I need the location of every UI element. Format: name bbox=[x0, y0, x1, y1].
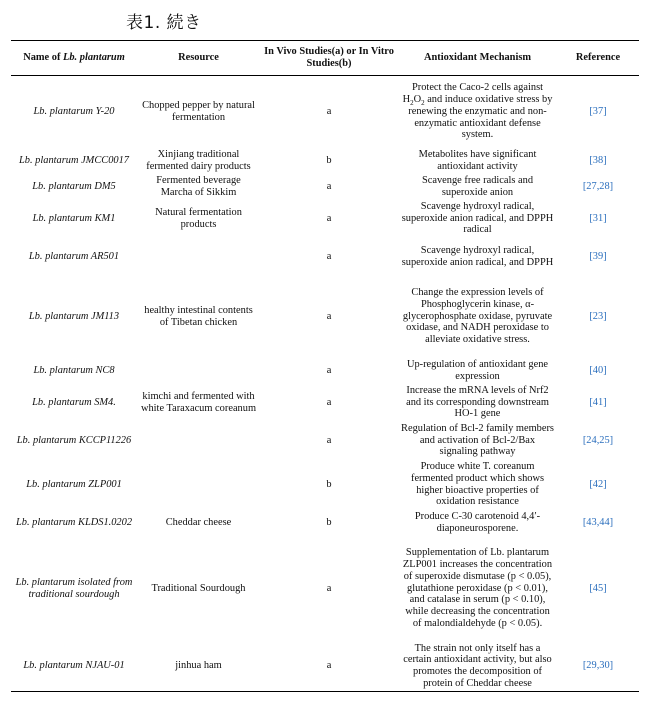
strain-name: Lb. plantarum NJAU-01 bbox=[23, 660, 125, 672]
strain-name: Lb. plantarum isolated from traditional sourdough bbox=[15, 576, 133, 600]
reference-link[interactable]: [29,30] bbox=[582, 660, 614, 672]
study-cell: a bbox=[326, 396, 332, 408]
mechanism-cell: Produce C-30 carotenoid 4,4′-diaponeurosporene. bbox=[414, 510, 541, 534]
strain-name: Lb. plantarum JMCC0017 bbox=[19, 154, 129, 166]
reference-link[interactable]: [41] bbox=[589, 396, 607, 408]
table-row bbox=[11, 174, 639, 200]
resource-cell: jinhua ham bbox=[175, 660, 222, 672]
strain-name: Lb. plantarum ZLP001 bbox=[26, 478, 122, 490]
reference-link[interactable]: [38] bbox=[589, 154, 607, 166]
study-cell: b bbox=[326, 154, 332, 166]
header-study: In Vivo Studies(a) or In Vitro Studies(b) bbox=[264, 46, 394, 69]
antioxidant-table bbox=[11, 40, 639, 692]
mechanism-cell: Protect the Caco-2 cells against $H_2O_2$ and induce oxidative stress by renewing the enzymatic and non-enzymatic antioxidant defense system. bbox=[402, 82, 553, 141]
resource-cell: Cheddar cheese bbox=[165, 516, 232, 528]
mechanism-cell: Produce white T. coreanum fermented product which shows higher bioactive properties of oxidation resistance bbox=[410, 460, 545, 508]
reference-link[interactable]: [39] bbox=[589, 250, 607, 262]
strain-name: Lb. plantarum DM5 bbox=[32, 180, 116, 192]
strain-name: Lb. plantarum KLDS1.0202 bbox=[15, 516, 133, 528]
strain-name: Lb. plantarum Y-20 bbox=[33, 105, 115, 117]
mechanism-cell: Metabolites have significant antioxidant activity bbox=[418, 148, 537, 172]
resource-cell: Xinjiang traditional fermented dairy products bbox=[146, 148, 251, 172]
table-row bbox=[11, 536, 639, 642]
study-cell: a bbox=[326, 582, 332, 594]
strain-name: Lb. plantarum NC8 bbox=[33, 364, 115, 376]
resource-cell bbox=[137, 460, 260, 510]
study-cell: a bbox=[326, 364, 332, 376]
study-cell: b bbox=[326, 516, 332, 528]
reference-link[interactable]: [31] bbox=[589, 212, 607, 224]
mechanism-cell: Up-regulation of antioxidant gene expression bbox=[406, 358, 549, 382]
reference-link[interactable]: [45] bbox=[589, 582, 607, 594]
study-cell: a bbox=[326, 105, 332, 117]
mechanism-cell: The strain not only itself has a certain antioxidant activity, but also promotes the decomposition of protein of Cheddar cheese bbox=[403, 642, 552, 690]
strain-name: Lb. plantarum KCCP11226 bbox=[16, 434, 132, 446]
table-row bbox=[11, 148, 639, 174]
mechanism-cell: Regulation of Bcl-2 family members and activation of Bcl-2/Bax signaling pathway bbox=[401, 422, 554, 458]
header-mechanism: Antioxidant Mechanism bbox=[423, 52, 532, 64]
table-row bbox=[11, 200, 639, 238]
mechanism-cell: Increase the mRNA levels of Nrf2 and its corresponding downstream HO-1 gene bbox=[406, 384, 549, 420]
table-header-row bbox=[11, 41, 639, 76]
resource-cell: kimchi and fermented with white Taraxacum coreanum bbox=[140, 390, 257, 414]
table-row bbox=[11, 76, 639, 148]
table-row bbox=[11, 238, 639, 276]
strain-name: Lb. plantarum KM1 bbox=[32, 212, 116, 224]
resource-cell: healthy intestinal contents of Tibetan chicken bbox=[144, 304, 253, 328]
resource-cell: Natural fermentation products bbox=[155, 206, 242, 230]
header-name: Name of Lb. plantarum bbox=[23, 52, 125, 64]
table-caption: 表1. 続き bbox=[126, 13, 202, 33]
resource-cell bbox=[137, 422, 260, 460]
mechanism-cell: Change the expression levels of Phosphoglycerin kinase, α-glycerophosphate oxidase, pyruvate oxidase, and NADH peroxidase to alleviate oxidative stress. bbox=[402, 287, 553, 346]
table-row bbox=[11, 510, 639, 536]
reference-link[interactable]: [24,25] bbox=[582, 434, 614, 446]
mechanism-cell: Scavenge hydroxyl radical, superoxide anion radical, and DPPH radical bbox=[401, 200, 554, 236]
study-cell: a bbox=[326, 310, 332, 322]
mechanism-cell: Supplementation of Lb. plantarum ZLP001 increases the concentration of superoxide dismutase (p < 0.05), glutathione peroxidase (p < 0.01), and catalase in serum (p < 0.10), while decreasing the concentration of malondialdehyde (p < 0.05). bbox=[402, 547, 553, 629]
strain-name: Lb. plantarum SM4. bbox=[32, 396, 116, 408]
study-cell: b bbox=[326, 478, 332, 490]
resource-cell: Fermented beverage Marcha of Sikkim bbox=[156, 174, 241, 198]
reference-link[interactable]: [42] bbox=[589, 478, 607, 490]
study-cell: a bbox=[326, 180, 332, 192]
strain-name: Lb. plantarum JM113 bbox=[28, 310, 120, 322]
table-row bbox=[11, 276, 639, 358]
mechanism-cell: Scavenge hydroxyl radical, superoxide anion radical, and DPPH bbox=[401, 244, 554, 268]
table-row bbox=[11, 358, 639, 384]
table-row bbox=[11, 460, 639, 510]
mechanism-cell: Scavenge free radicals and superoxide anion bbox=[421, 174, 534, 198]
table-row bbox=[11, 422, 639, 460]
header-reference: Reference bbox=[575, 52, 621, 64]
table-row bbox=[11, 642, 639, 692]
header-resource: Resource bbox=[178, 52, 219, 64]
resource-cell bbox=[137, 238, 260, 276]
study-cell: a bbox=[326, 212, 332, 224]
strain-name: Lb. plantarum AR501 bbox=[28, 250, 120, 262]
reference-link[interactable]: [37] bbox=[589, 105, 607, 117]
resource-cell bbox=[137, 358, 260, 384]
resource-cell: Chopped pepper by natural fermentation bbox=[142, 99, 255, 123]
study-cell: a bbox=[326, 660, 332, 672]
table-row bbox=[11, 384, 639, 422]
reference-link[interactable]: [43,44] bbox=[582, 516, 614, 528]
study-cell: a bbox=[326, 250, 332, 262]
study-cell: a bbox=[326, 434, 332, 446]
reference-link[interactable]: [23] bbox=[589, 310, 607, 322]
reference-link[interactable]: [40] bbox=[589, 364, 607, 376]
reference-link[interactable]: [27,28] bbox=[582, 180, 614, 192]
resource-cell: Traditional Sourdough bbox=[151, 582, 246, 594]
